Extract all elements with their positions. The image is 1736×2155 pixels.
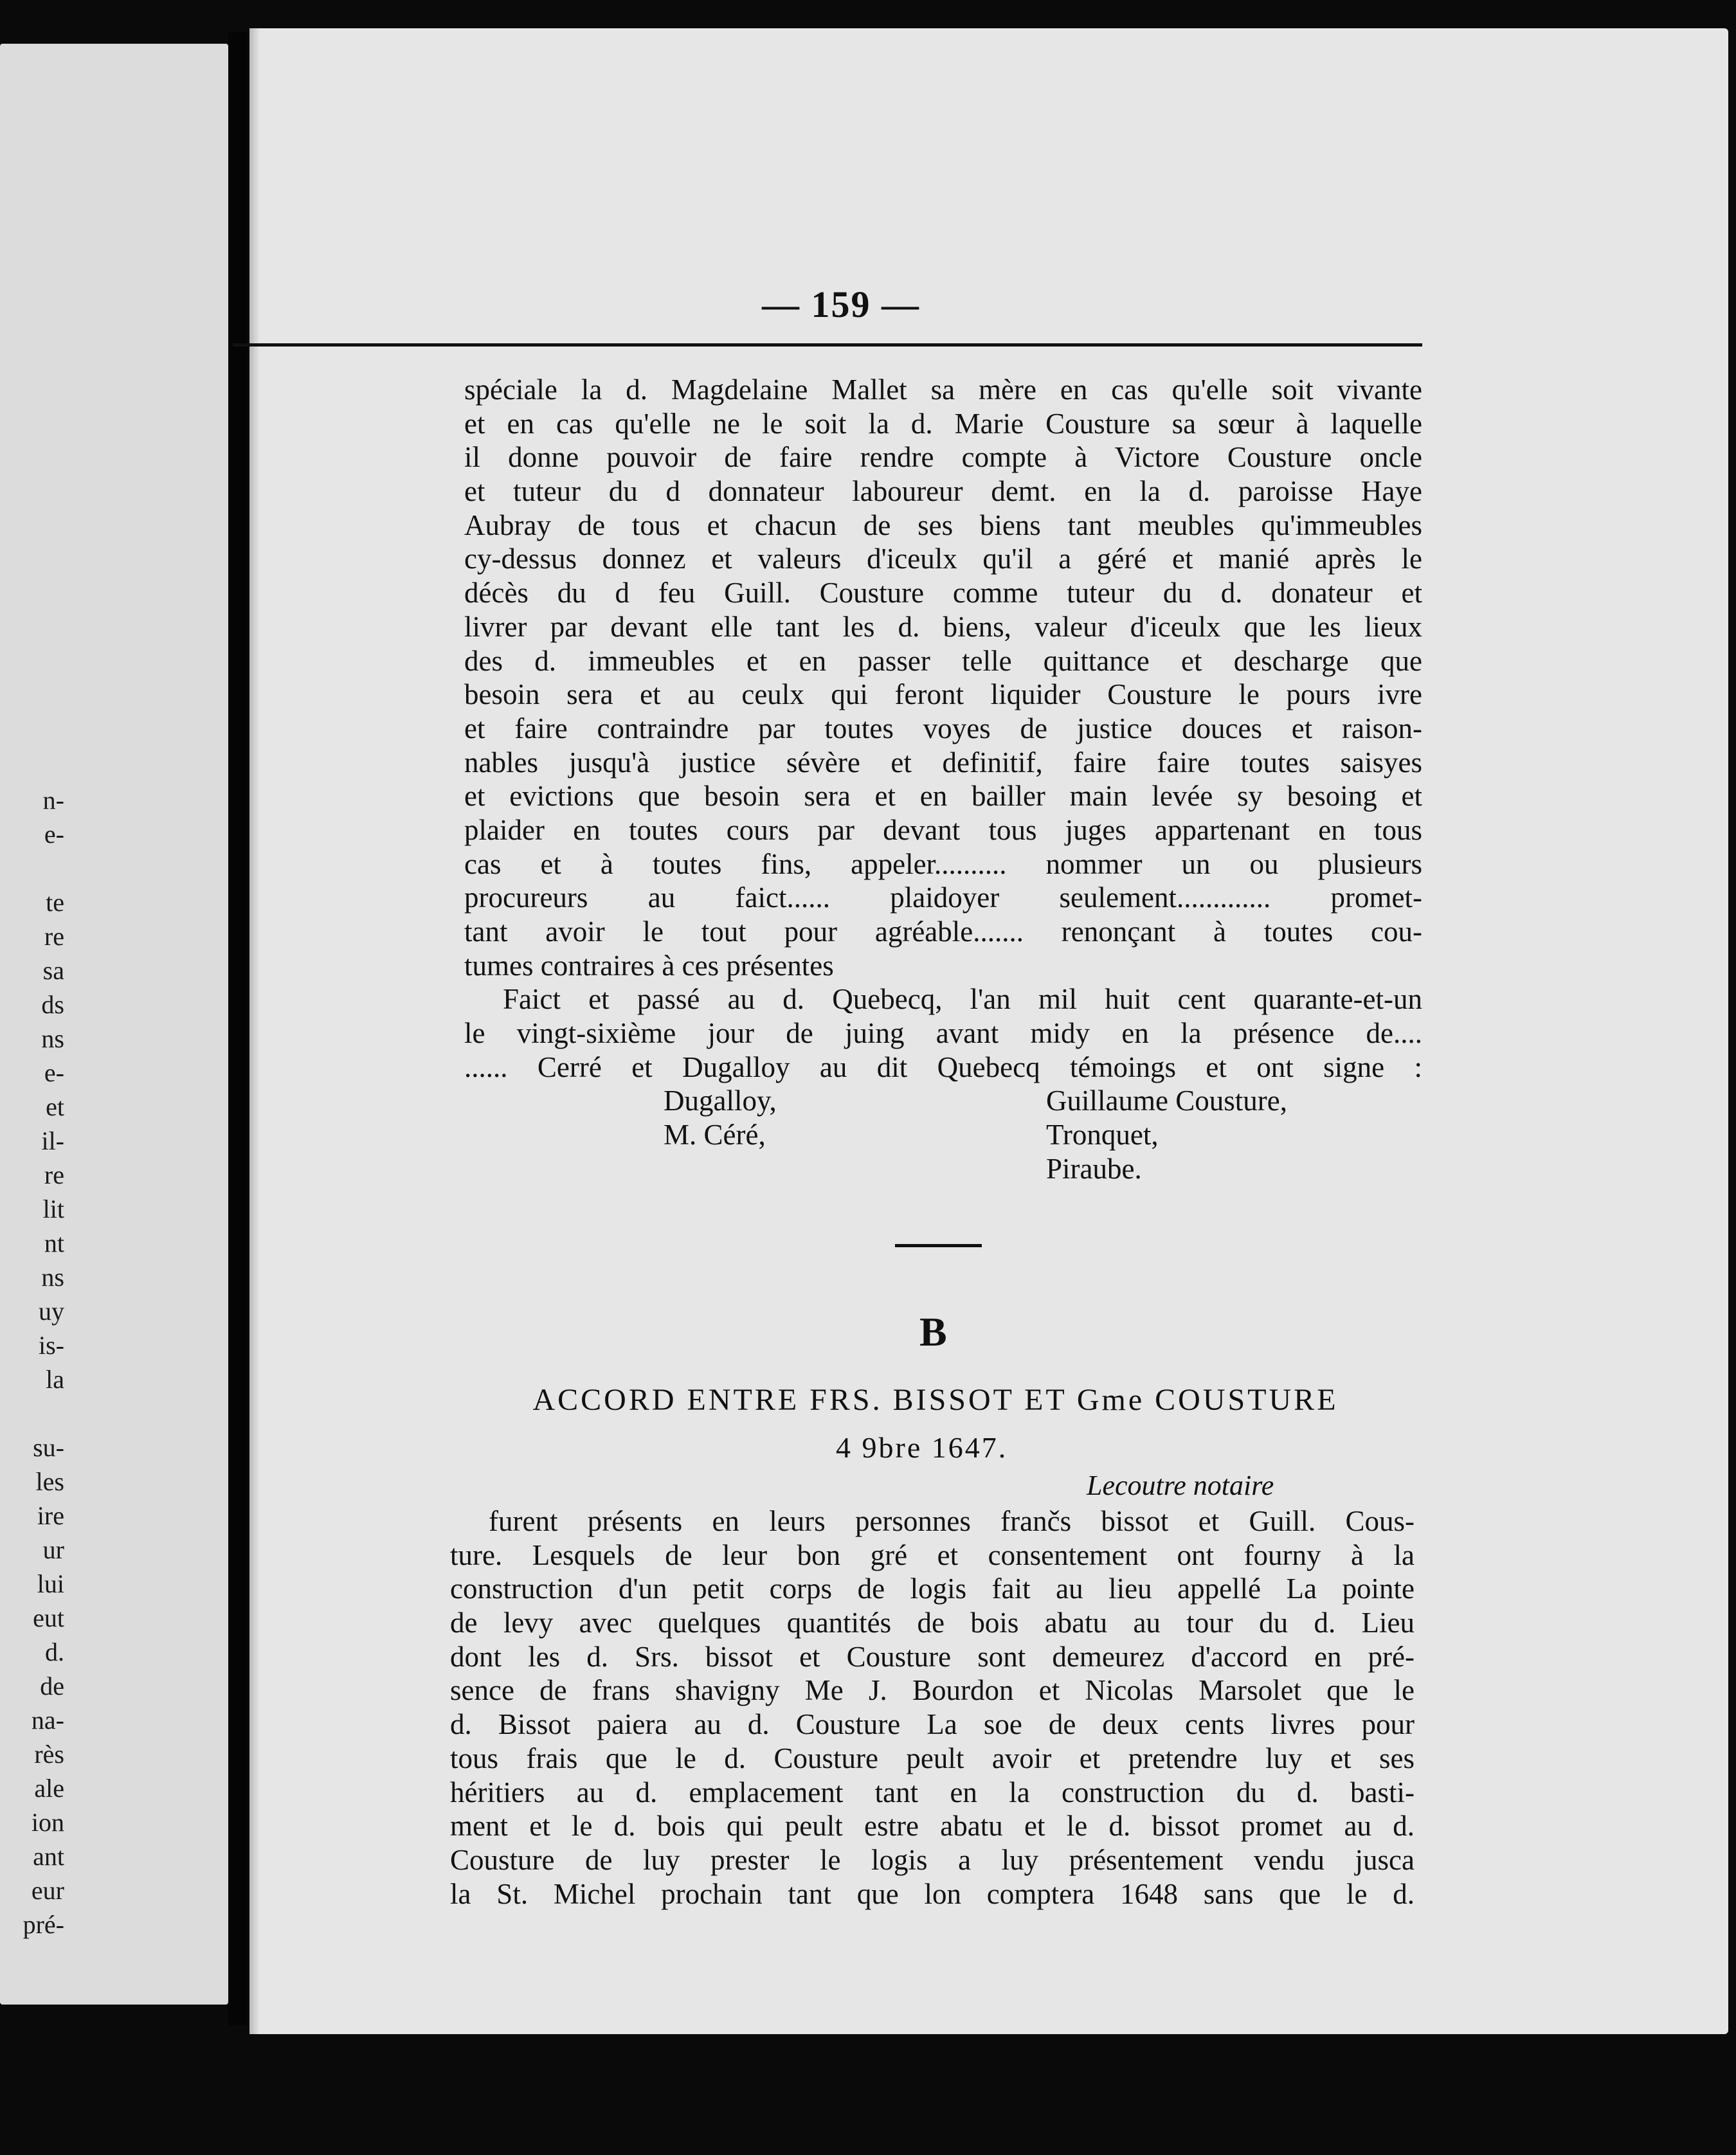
notary-name: Lecoutre notaire — [1087, 1470, 1274, 1501]
edge-fragment: rès — [34, 1740, 64, 1769]
section-date: 4 9bre 1647. — [836, 1431, 1008, 1464]
left-page — [0, 44, 228, 2005]
text-line: d. Bissot paiera au d. Cousture La soe de deux cents livres pour — [450, 1708, 1415, 1741]
signature-right: Piraube. — [1046, 1152, 1142, 1185]
text-line: tous frais que le d. Cousture peult avoir et pretendre luy et ses — [450, 1742, 1415, 1774]
edge-fragment: ire — [37, 1501, 64, 1530]
edge-fragment: lui — [37, 1569, 64, 1598]
text-line: et faire contraindre par toutes voyes de justice douces et raison- — [464, 712, 1422, 744]
edge-fragment: ion — [31, 1808, 64, 1837]
text-line: cas et à toutes fins, appeler.......... nommer un ou plusieurs — [464, 847, 1422, 880]
edge-fragment: su- — [33, 1433, 64, 1462]
edge-fragment: ns — [41, 1263, 64, 1292]
text-line: héritiers au d. emplacement tant en la construction du d. basti- — [450, 1776, 1415, 1808]
book-gutter — [228, 32, 248, 2025]
signature-left: Dugalloy, — [664, 1085, 777, 1117]
section-b-text — [450, 1504, 1415, 1911]
text-line: besoin sera et au ceulx qui feront liquider Cousture le pours ivre — [464, 678, 1422, 711]
text-line: et tuteur du d donnateur laboureur demt. en la d. paroisse Haye — [464, 475, 1422, 508]
edge-fragment: ns — [41, 1024, 64, 1053]
edge-fragment: te — [46, 888, 64, 917]
text-line: furent présents en leurs personnes frančs bissot et Guill. Cous- — [489, 1505, 1415, 1537]
section-letter: B — [919, 1309, 947, 1355]
edge-fragment: les — [35, 1467, 64, 1496]
edge-fragment: nt — [44, 1229, 64, 1258]
signature-row — [464, 1118, 1422, 1152]
text-line: et evictions que besoin sera et en bailler main levée sy besoing et — [464, 780, 1422, 813]
text-line: cy-dessus donnez et valeurs d'iceulx qu'il a géré et manié après le — [464, 543, 1422, 575]
text-line: plaider en toutes cours par devant tous juges appartenant en tous — [464, 813, 1422, 846]
text-line: ...... Cerré et Dugalloy au dit Quebecq témoings et ont signe : — [464, 1050, 1422, 1083]
edge-fragment: na- — [31, 1706, 64, 1735]
text-line: dont les d. Srs. bissot et Cousture sont demeurez d'accord en pré- — [450, 1640, 1415, 1673]
edge-fragment: uy — [39, 1297, 64, 1326]
text-line: de levy avec quelques quantités de bois abatu au tour du d. Lieu — [450, 1607, 1415, 1639]
edge-fragment: il- — [41, 1126, 64, 1155]
edge-fragment: ds — [41, 990, 64, 1019]
text-line: tant avoir le tout pour agréable....... renonçant à toutes cou- — [464, 915, 1422, 948]
edge-fragment: et — [46, 1092, 64, 1121]
edge-fragment: ant — [33, 1842, 64, 1871]
signature-left: M. Céré, — [664, 1119, 766, 1151]
signature-right: Tronquet, — [1046, 1119, 1159, 1151]
edge-fragment: sa — [42, 956, 64, 985]
edge-fragment: n- — [42, 786, 64, 815]
edge-fragment: e- — [44, 1058, 64, 1087]
text-line: et en cas qu'elle ne le soit la d. Marie Cousture sa sœur à laquelle — [464, 407, 1422, 440]
edge-fragment: ur — [42, 1535, 64, 1564]
left-page-edge-text — [0, 783, 64, 1942]
edge-fragment — [0, 1396, 64, 1430]
page-spine-shadow — [249, 28, 260, 2034]
text-line: ture. Lesquels de leur bon gré et consentement ont fourny à la — [450, 1538, 1415, 1571]
text-line: ment et le d. bois qui peult estre abatu et le d. bissot promet au d. — [450, 1810, 1415, 1843]
text-line: tumes contraires à ces présentes — [464, 949, 834, 982]
edge-fragment: re — [44, 922, 64, 951]
page-number: — 159 — — [762, 284, 920, 325]
edge-fragment: pré- — [23, 1910, 64, 1939]
edge-fragment: d. — [45, 1637, 64, 1666]
text-line: spéciale la d. Magdelaine Mallet sa mère en cas qu'elle soit vivante — [464, 374, 1422, 406]
text-line: des d. immeubles et en passer telle quittance et descharge que — [464, 644, 1422, 677]
signature-row — [464, 1084, 1422, 1118]
text-line: procureurs au faict...... plaidoyer seulement............. promet- — [464, 881, 1422, 914]
text-line: la St. Michel prochain tant que lon comptera 1648 sans que le d. — [450, 1877, 1415, 1910]
edge-fragment: eut — [33, 1603, 64, 1632]
edge-fragment: e- — [44, 820, 64, 849]
text-line: le vingt-sixième jour de juing avant midy en la présence de.... — [464, 1017, 1422, 1050]
section-heading: ACCORD ENTRE FRS. BISSOT ET Gme COUSTURE — [532, 1383, 1339, 1417]
text-line: Faict et passé au d. Quebecq, l'an mil huit cent quarante-et-un — [503, 983, 1422, 1016]
edge-fragment: de — [40, 1672, 64, 1700]
text-line: nables jusqu'à justice sévère et definitif, faire faire toutes saisyes — [464, 746, 1422, 779]
text-line: il donne pouvoir de faire rendre compte à Victore Cousture oncle — [464, 441, 1422, 474]
edge-fragment: ale — [34, 1774, 64, 1803]
text-line: livrer par devant elle tant les d. biens, valeur d'iceulx que les lieux — [464, 610, 1422, 643]
first-section-text — [464, 373, 1422, 1186]
edge-fragment: re — [44, 1160, 64, 1189]
section-divider — [895, 1244, 982, 1247]
edge-fragment — [0, 851, 64, 885]
signature-right: Guillaume Cousture, — [1046, 1085, 1287, 1117]
edge-fragment: lit — [42, 1195, 64, 1223]
text-line: sence de frans shavigny Me J. Bourdon et Nicolas Marsolet que le — [450, 1674, 1415, 1707]
edge-fragment: eur — [31, 1876, 64, 1905]
text-line: construction d'un petit corps de logis fait au lieu appellé La pointe — [450, 1573, 1415, 1605]
edge-fragment: la — [46, 1365, 64, 1394]
header-rule — [233, 343, 1422, 347]
text-line: Cousture de luy prester le logis a luy présentement vendu jusca — [450, 1843, 1415, 1876]
signature-row — [464, 1152, 1422, 1186]
text-line: Aubray de tous et chacun de ses biens tant meubles qu'immeubles — [464, 509, 1422, 541]
edge-fragment: is- — [39, 1331, 64, 1360]
text-line: décès du d feu Guill. Cousture comme tuteur du d. donateur et — [464, 577, 1422, 609]
